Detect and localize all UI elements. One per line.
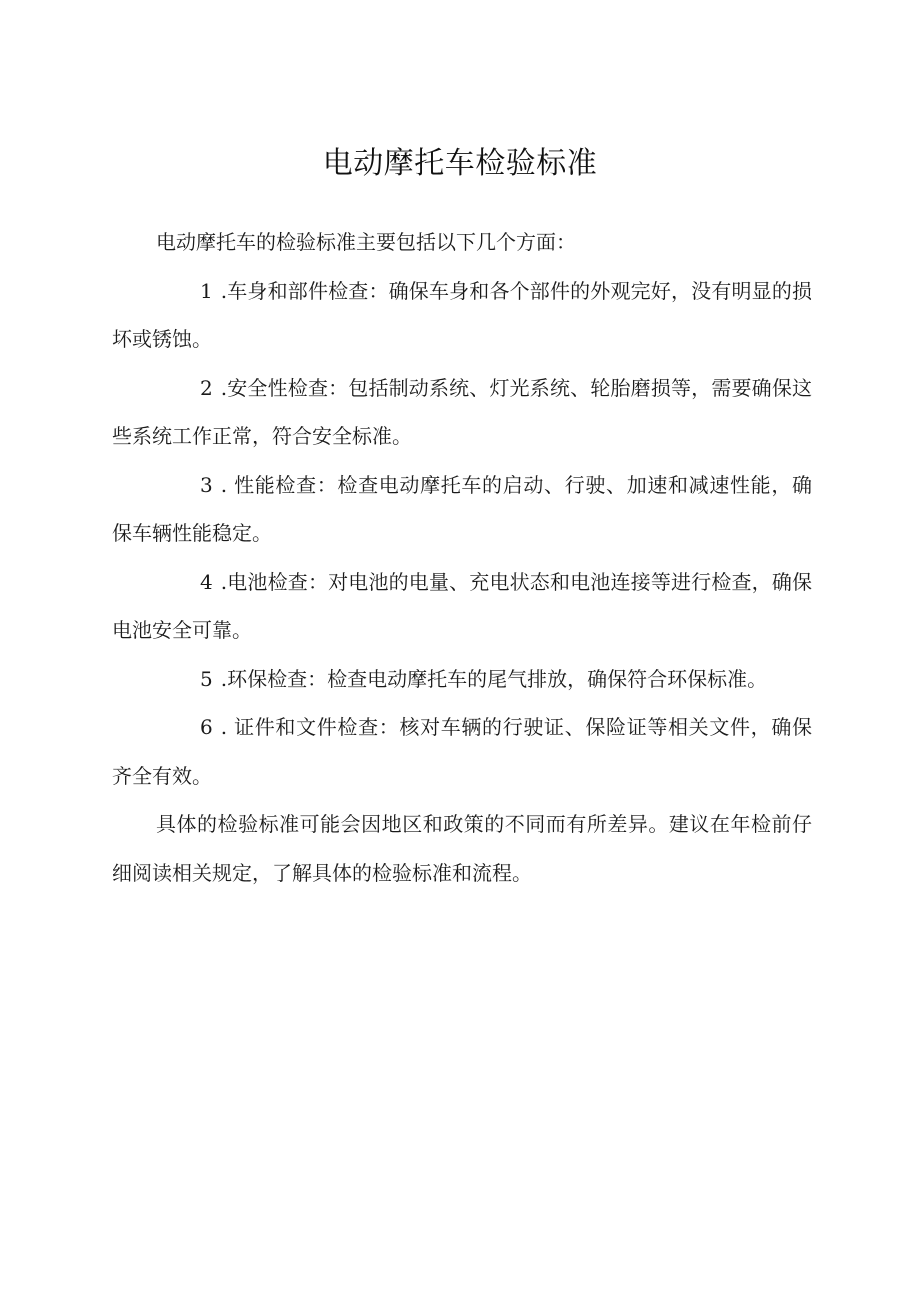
item-number: 3 (200, 472, 213, 497)
item-text: .车身和部件检查：确保车身和各个部件的外观完好，没有明显的损坏或锈蚀。 (112, 278, 812, 351)
item-number: 1 (200, 278, 213, 303)
intro-paragraph: 电动摩托车的检验标准主要包括以下几个方面： (156, 230, 576, 254)
item-number: 4 (200, 569, 213, 594)
list-item (112, 267, 812, 364)
list-item (112, 703, 812, 800)
list-item (112, 558, 812, 655)
item-number: 5 (200, 666, 213, 691)
list-item (112, 461, 812, 558)
item-text: .电池检查：对电池的电量、充电状态和电池连接等进行检查，确保电池安全可靠。 (112, 569, 812, 642)
list-item (112, 655, 812, 704)
item-number: 2 (200, 375, 213, 400)
item-number: 6 (200, 715, 213, 739)
list-item (112, 364, 812, 461)
document-body (112, 218, 812, 897)
item-text: .环保检查：检查电动摩托车的尾气排放，确保符合环保标准。 (220, 666, 768, 691)
item-text: . 性能检查：检查电动摩托车的启动、行驶、加速和减速性能，确保车辆性能稳定。 (112, 472, 812, 545)
document-title: 电动摩托车检验标准 (322, 146, 598, 182)
conclusion-paragraph: 具体的检验标准可能会因地区和政策的不同而有所差异。建议在年检前仔细阅读相关规定，了解具体的检验标准和流程。 (112, 812, 812, 885)
item-text: . 证件和文件检查：核对车辆的行驶证、保险证等相关文件，确保齐全有效。 (112, 715, 812, 788)
item-text: .安全性检查：包括制动系统、灯光系统、轮胎磨损等，需要确保这些系统工作正常，符合安全标准。 (112, 375, 812, 448)
